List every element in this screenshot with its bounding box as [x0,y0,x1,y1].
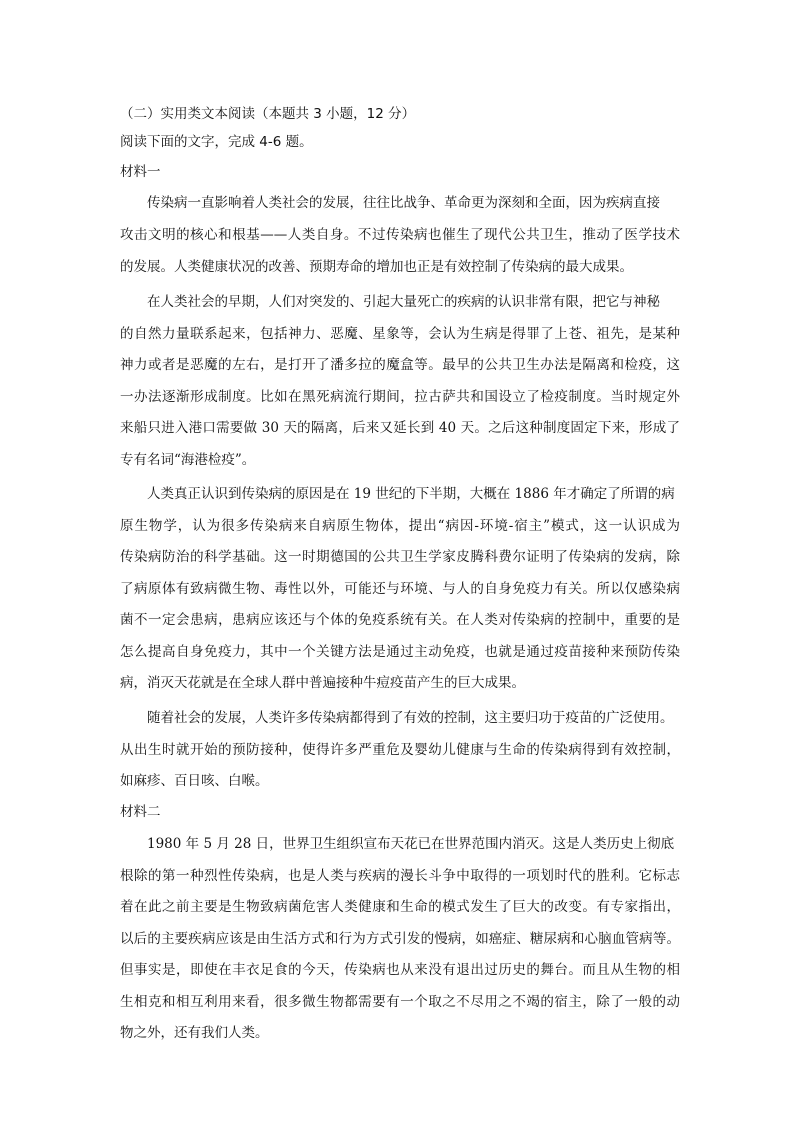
paragraph-line: 攻击文明的核心和根基——人类自身。不过传染病也催生了现代公共卫生，推动了医学技术 [120,227,680,243]
material-2-heading: 材料二 [120,804,161,820]
paragraph-line: 菌不一定会患病，患病应该还与个体的免疫系统有关。在人类对传染病的控制中，重要的是 [120,612,680,628]
paragraph-line: 神力或者是恶魔的左右，是打开了潘多拉的魔盒等。最早的公共卫生办法是隔离和检疫，这 [120,357,680,373]
paragraph-line: 随着社会的发展，人类许多传染病都得到了有效的控制，这主要归功于疫苗的广泛使用。 [147,710,674,726]
paragraph-line: 传染病防治的科学基础。这一时期德国的公共卫生学家皮腾科费尔证明了传染病的发病，除 [120,549,680,565]
paragraph-line: 根除的第一种烈性传染病，也是人类与疾病的漫长斗争中取得的一项划时代的胜利。它标志 [120,868,680,884]
section-title: （二）实用类文本阅读（本题共 3 小题，12 分） [120,106,416,122]
paragraph-line: 怎么提高自身免疫力，其中一个关键方法是通过主动免疫，也就是通过疫苗接种来预防传染 [120,644,680,660]
paragraph-line: 但事实是，即使在丰衣足食的今天，传染病也从来没有退出过历史的舞台。而且从生物的相 [120,962,680,978]
paragraph-line: 一办法逐渐形成制度。比如在黑死病流行期间，拉古萨共和国设立了检疫制度。当时规定外 [120,389,680,405]
paragraph-line: 人类真正认识到传染病的原因是在 19 世纪的下半期，大概在 1886 年才确定了所谓的病 [147,486,675,502]
paragraph-line: 以后的主要疾病应该是由生活方式和行为方式引发的慢病，如癌症、糖尿病和心脑血管病等。 [120,931,680,947]
paragraph-line: 物之外，还有我们人类。 [120,1025,269,1041]
instruction-text: 阅读下面的文字，完成 4-6 题。 [120,134,313,150]
paragraph-line: 生相克和相互利用来看，很多微生物都需要有一个取之不尽用之不竭的宿主，除了一般的动 [120,994,680,1010]
paragraph-line: 来船只进入港口需要做 30 天的隔离，后来又延长到 40 天。之后这种制度固定下来，形成了 [120,420,680,436]
paragraph-line: 1980 年 5 月 28 日，世界卫生组织宣布天花已在世界范围内消灭。这是人类历史上彻底 [147,836,675,852]
paragraph-line: 如麻疹、百日咳、白喉。 [120,773,269,789]
material-1-heading: 材料一 [120,164,161,180]
paragraph-line: 专有名词“海港检疫”。 [120,452,256,468]
paragraph-line: 着在此之前主要是生物致病菌危害人类健康和生命的模式发生了巨大的改变。有专家指出， [120,899,680,915]
paragraph-line: 在人类社会的早期，人们对突发的、引起大量死亡的疾病的认识非常有限，把它与神秘 [147,294,660,310]
paragraph-line: 的发展。人类健康状况的改善、预期寿命的增加也正是有效控制了传染病的最大成果。 [120,259,633,275]
paragraph-line: 传染病一直影响着人类社会的发展，往往比战争、革命更为深刻和全面，因为疾病直接 [147,195,660,211]
paragraph-line: 的自然力量联系起来，包括神力、恶魔、星象等，会认为生病是得罪了上苍、祖先，是某种 [120,326,680,342]
paragraph-line: 病，消灭天花就是在全球人群中普遍接种牛痘疫苗产生的巨大成果。 [120,675,525,691]
paragraph-line: 了病原体有致病微生物、毒性以外，可能还与环境、与人的自身免疫力有关。所以仅感染病 [120,581,680,597]
paragraph-line: 从出生时就开始的预防接种，使得许多严重危及婴幼儿健康与生命的传染病得到有效控制， [120,742,680,758]
paragraph-line: 原生物学，认为很多传染病来自病原生物体，提出“病因-环境-宿主”模式，这一认识成为 [120,518,680,534]
